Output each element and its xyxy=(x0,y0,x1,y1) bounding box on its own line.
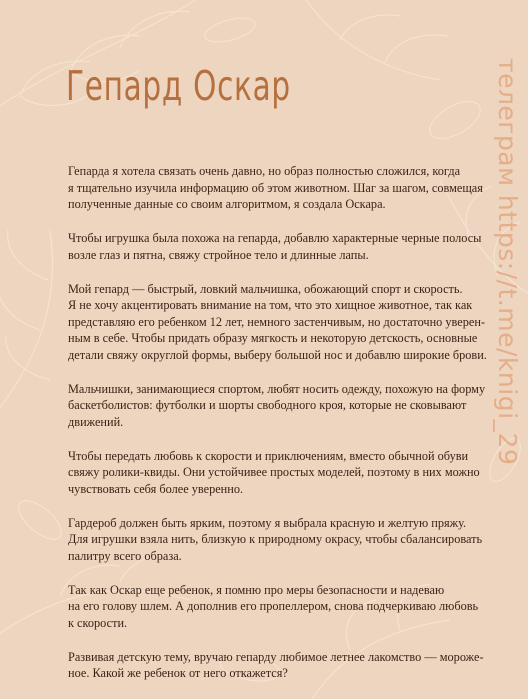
paragraph xyxy=(68,582,486,632)
page-title: Гепард Оскар xyxy=(66,62,291,110)
text-line: возле глаз и пятна, свяжу стройное тело и длинные лапы. xyxy=(68,247,369,262)
text-line: Мальчишки, занимающиеся спортом, любят носить одежду, похожую на форму xyxy=(68,381,486,396)
paragraph xyxy=(68,515,486,565)
paragraph xyxy=(68,448,486,498)
text-line: на его голову шлем. А дополнив его пропеллером, снова подчеркиваю любовь xyxy=(68,599,479,613)
text-line: ное. Какой же ребенок от него откажется? xyxy=(68,666,288,680)
text-line: Мой гепард — быстрый, ловкий мальчишка, обожающий спорт и скорость. xyxy=(68,281,463,296)
paragraph xyxy=(68,230,486,263)
text-line: представляю его ребенком 12 лет, немного застенчивым, но достаточно уверен- xyxy=(68,314,486,329)
watermark-text: телеграм https://t.me/knigi_29 xyxy=(493,58,522,466)
paragraph xyxy=(68,281,486,364)
text-line: палитру всего образа. xyxy=(68,548,182,563)
paragraph xyxy=(68,649,486,682)
text-line: движений. xyxy=(68,414,124,429)
text-line: Для игрушки взяла нить, близкую к природному окрасу, чтобы сбалансировать xyxy=(68,532,483,546)
text-line: Я не хочу акцентировать внимание на том, что это хищное животное, так как xyxy=(68,298,473,312)
text-line: Гардероб должен быть ярким, поэтому я выбрала красную и желтую пряжу. xyxy=(68,515,467,530)
text-line: баскетболистов: футболки и шорты свободного кроя, которые не сковывают xyxy=(68,398,467,412)
text-line: Развивая детскую тему, вручаю гепарду любимое летнее лакомство — мороже- xyxy=(68,649,484,664)
text-line: ным в себе. Чтобы придать образу мягкость и некоторую детскость, основные xyxy=(68,331,478,345)
text-line: Чтобы игрушка была похожа на гепарда, добавлю характерные черные полосы xyxy=(68,231,482,245)
text-line: полученные данные со своим алгоритмом, я создала Оскара. xyxy=(68,197,386,211)
text-line: чувствовать себя более уверенно. xyxy=(68,481,244,496)
text-line: Так как Оскар еще ребенок, я помню про меры безопасности и надеваю xyxy=(68,582,445,597)
article-body xyxy=(68,163,486,699)
paragraph xyxy=(68,381,486,431)
text-line: я тщательно изучила информацию об этом животном. Шаг за шагом, совмещая xyxy=(68,180,483,195)
paragraph xyxy=(68,163,486,213)
text-line: к скорости. xyxy=(68,615,128,630)
text-line: Чтобы передать любовь к скорости и приключениям, вместо обычной обуви xyxy=(68,448,469,463)
text-line: детали свяжу округлой формы, выберу большой нос и добавлю широкие брови. xyxy=(68,347,487,362)
text-line: свяжу ролики-квиды. Они устойчивее простых моделей, поэтому в них можно xyxy=(68,465,480,479)
text-line: Гепарда я хотела связать очень давно, но образ полностью сложился, когда xyxy=(68,164,461,178)
